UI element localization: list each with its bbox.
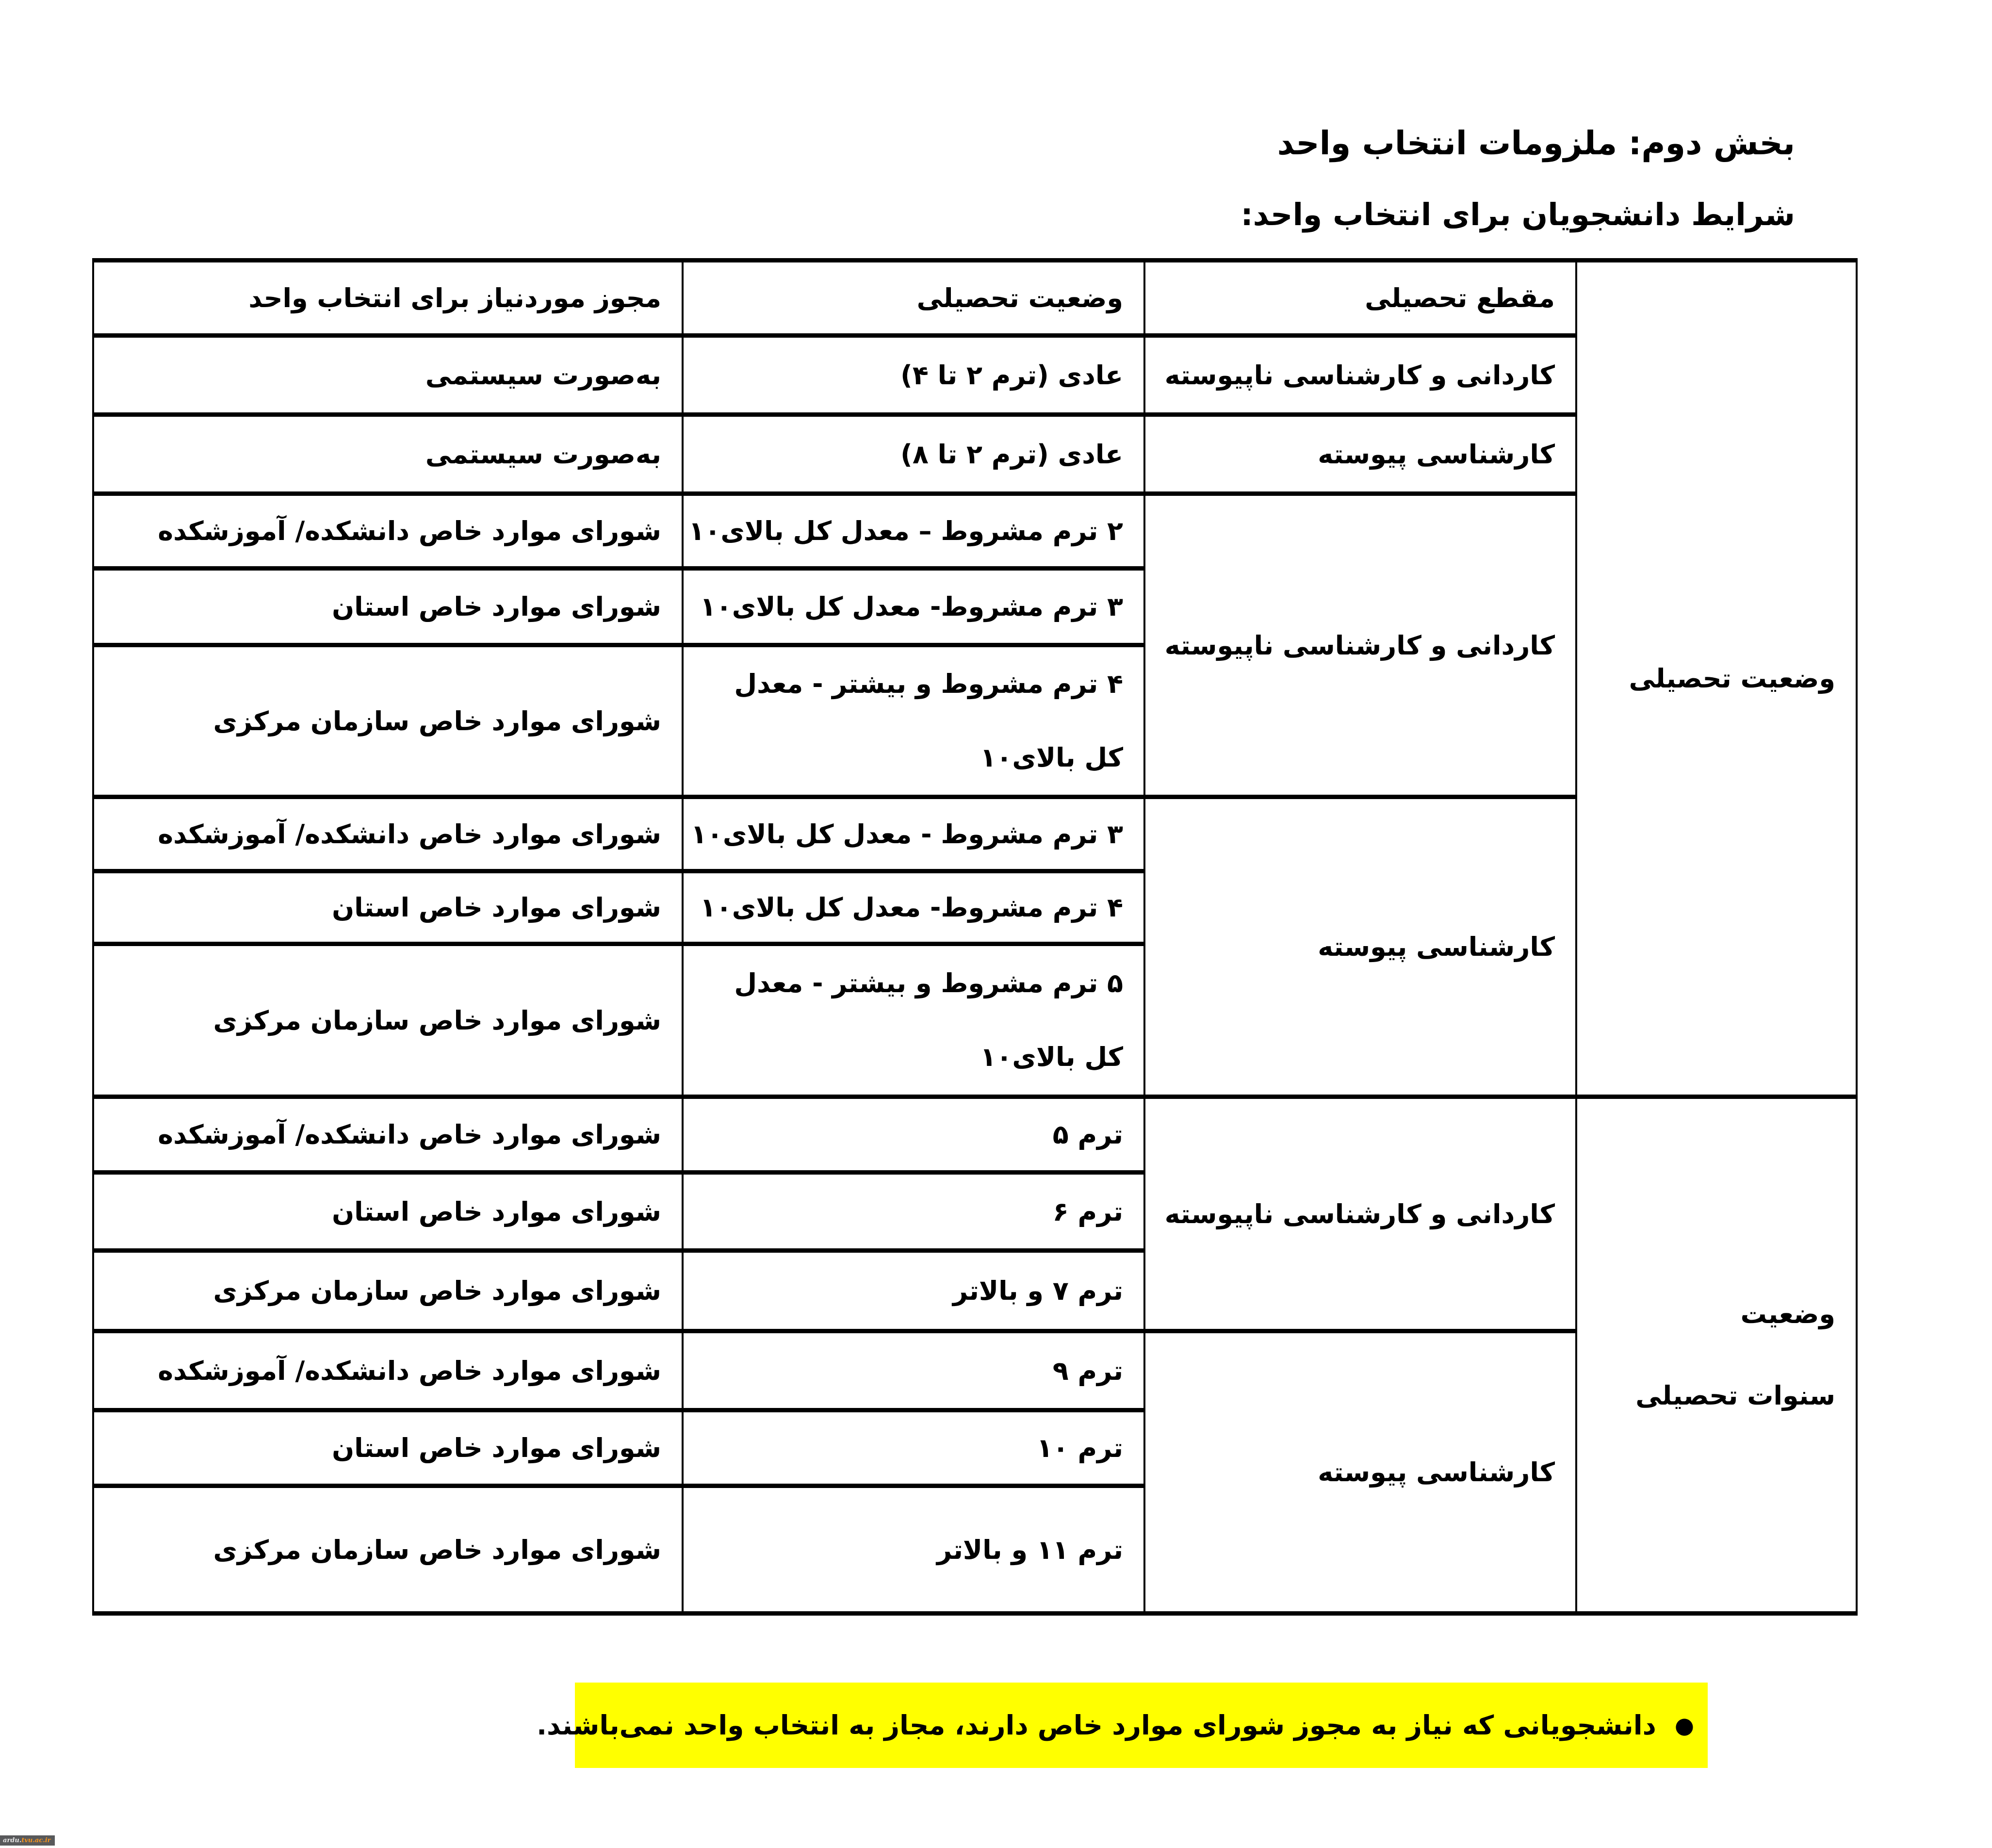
cell-status: ترم ۶: [683, 1173, 1144, 1251]
cell-status: ترم ۵: [683, 1097, 1144, 1173]
row-group-years-status: [1576, 1097, 1857, 1614]
row-group-label-line-1: وضعیت: [1740, 1299, 1835, 1329]
cell-permit: شورای موارد خاص سازمان مرکزی: [93, 1251, 683, 1331]
table-header-row: [93, 261, 1857, 336]
cell-level: کاردانی و کارشناسی ناپیوسته: [1144, 336, 1576, 415]
column-header-status: وضعیت تحصیلی: [683, 261, 1144, 336]
cell-permit: شورای موارد خاص دانشکده/ آموزشکده: [93, 1097, 683, 1173]
cell-permit: شورای موارد خاص سازمان مرکزی: [93, 1486, 683, 1614]
status-line-2: کل بالای۱۰: [980, 742, 1123, 773]
row-group-label: وضعیت تحصیلی: [1629, 663, 1835, 694]
cell-status: ۲ ترم مشروط – معدل کل بالای۱۰: [683, 494, 1144, 569]
cell-permit: شورای موارد خاص سازمان مرکزی: [93, 645, 683, 797]
watermark-prefix: ardu.: [3, 1837, 22, 1844]
cell-level-merged: کارشناسی پیوسته: [1144, 797, 1576, 1097]
column-header-level: مقطع تحصیلی: [1144, 261, 1576, 336]
cell-permit: شورای موارد خاص دانشکده/ آموزشکده: [93, 1331, 683, 1410]
cell-level-merged: کارشناسی پیوسته: [1144, 1331, 1576, 1614]
cell-level-merged: کاردانی و کارشناسی ناپیوسته: [1144, 1097, 1576, 1331]
column-header-permit: مجوز موردنیاز برای انتخاب واحد: [93, 261, 683, 336]
note-text: دانشجویانی که نیاز به مجوز شورای موارد خاص دارند، مجاز به انتخاب واحد نمی‌باشند.: [537, 1710, 1656, 1741]
bullet-icon: ●: [1674, 1712, 1694, 1738]
cell-permit: شورای موارد خاص استان: [93, 871, 683, 944]
row-group-label-line-2: سنوات تحصیلی: [1635, 1380, 1835, 1411]
cell-status: ترم ۷ و بالاتر: [683, 1251, 1144, 1331]
highlighted-note: [537, 1683, 1708, 1768]
cell-permit: شورای موارد خاص استان: [93, 569, 683, 645]
cell-status: [683, 944, 1144, 1097]
watermark-domain: tvu.ac.ir: [21, 1837, 51, 1844]
cell-status: عادی (ترم ۲ تا ۴): [683, 336, 1144, 415]
status-line-2: کل بالای۱۰: [980, 1042, 1123, 1072]
cell-status: ترم ۹: [683, 1331, 1144, 1410]
status-line-1: ۵ ترم مشروط و بیشتر - معدل: [734, 968, 1123, 998]
cell-permit: شورای موارد خاص استان: [93, 1173, 683, 1251]
cell-level: کارشناسی پیوسته: [1144, 415, 1576, 494]
cell-permit: شورای موارد خاص دانشکده/ آموزشکده: [93, 797, 683, 871]
cell-status: [683, 645, 1144, 797]
cell-permit: شورای موارد خاص استان: [93, 1410, 683, 1486]
cell-level-merged: کاردانی و کارشناسی ناپیوسته: [1144, 494, 1576, 797]
cell-status: ترم ۱۱ و بالاتر: [683, 1486, 1144, 1614]
row-group-academic-status: [1576, 261, 1857, 1097]
cell-permit: به‌صورت سیستمی: [93, 415, 683, 494]
table-row: [93, 1097, 1857, 1173]
cell-status: ۳ ترم مشروط- معدل کل بالای۱۰: [683, 569, 1144, 645]
cell-permit: شورای موارد خاص سازمان مرکزی: [93, 944, 683, 1097]
watermark-badge: [0, 1835, 55, 1846]
cell-status: ترم ۱۰: [683, 1410, 1144, 1486]
requirements-table: [92, 258, 1858, 1616]
section-title: بخش دوم: ملزومات انتخاب واحد: [1277, 124, 1795, 162]
section-subtitle: شرایط دانشجویان برای انتخاب واحد:: [1241, 197, 1795, 232]
cell-status: عادی (ترم ۲ تا ۸): [683, 415, 1144, 494]
status-line-1: ۴ ترم مشروط و بیشتر - معدل: [734, 669, 1123, 699]
cell-status: ۴ ترم مشروط- معدل کل بالای۱۰: [683, 871, 1144, 944]
cell-permit: به‌صورت سیستمی: [93, 336, 683, 415]
cell-permit: شورای موارد خاص دانشکده/ آموزشکده: [93, 494, 683, 569]
cell-status: ۳ ترم مشروط - معدل کل بالای۱۰: [683, 797, 1144, 871]
